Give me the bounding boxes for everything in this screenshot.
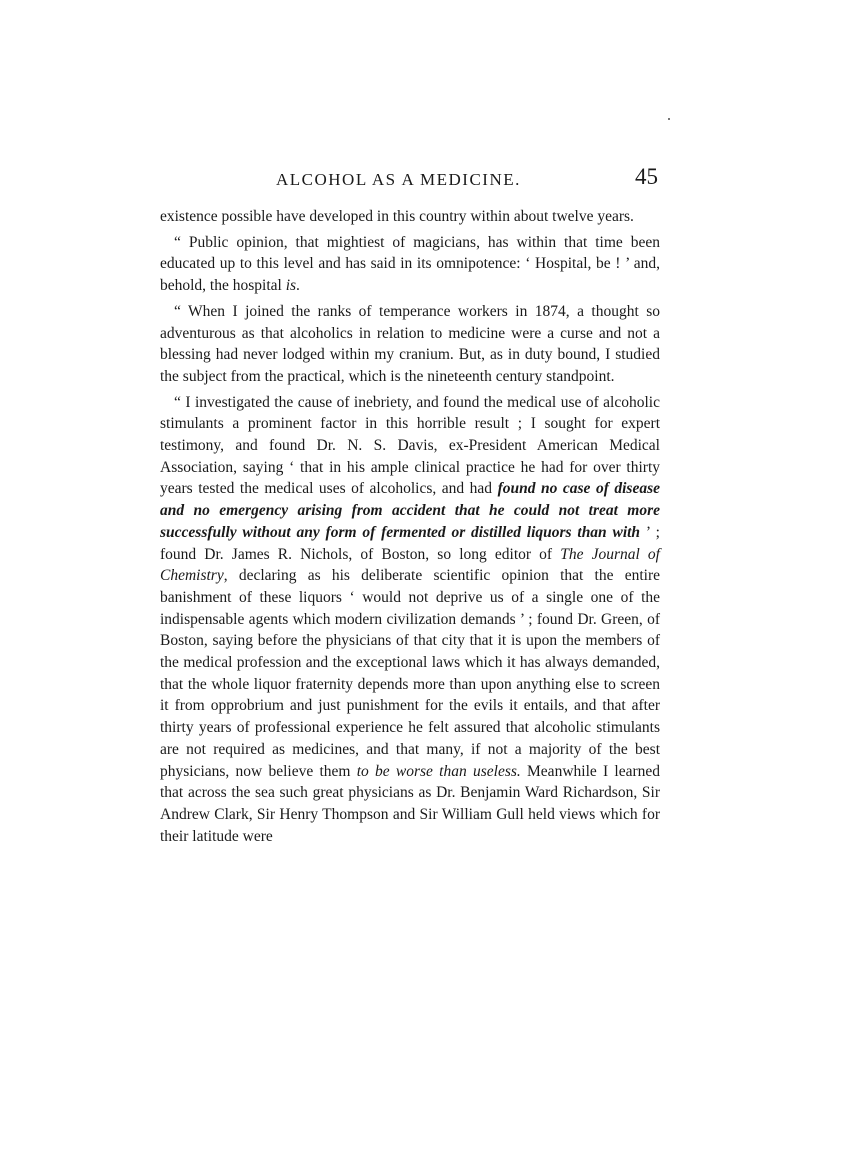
paragraph-3-text: “ When I joined the ranks of temperance workers in 1874, a thought so adventurous as that alcoholics in relation to medicine were a curse and not a blessing had never lodged within my cranium. But, as in duty bound, I studied the subject from the practical, which is the nineteenth century standpoint. bbox=[160, 302, 660, 385]
journal-title: The Journal of Chemistry bbox=[160, 545, 660, 585]
page-header bbox=[160, 164, 660, 194]
davis-quote-emphasis: found no case of disease and no emergency arising from accident that he could not treat more successfully without any form of fermented or distilled liquors than with bbox=[160, 480, 660, 541]
paragraph-4-text-3: , declaring as his deliberate scientific opinion that the entire banishment of these liquors ‘ would not deprive us of a single one of the indispensable agents which modern civilization demands ’ ; found Dr. Green, of Boston, saying before the physicians of that city that it is upon the members of the medical profession and the exceptional laws which it has always demanded, that the whole liquor fraternity depends more than upon anything else to screen it from opprobrium and just punishment for the evils it entails, and that after thirty years of professional experience he felt assured that alcoholic stimulants are not required as medicines, and that many, if not a majority of the best physicians, now believe them bbox=[160, 567, 660, 780]
paragraph-4-text: “ I investigated the cause of inebriety, and found the medical use of alcoholic stimulants a prominent factor in this horrible result ; I sought for expert testimony, and found Dr. N. S. Davis, ex-President American Medical Association, saying ‘ that in his ample clinical practice he had for over thirty years tested the medical uses of alcoholics, and had bbox=[160, 393, 660, 498]
paragraph-2-emphasis: is bbox=[285, 277, 297, 295]
paragraph-2-text: “ Public opinion, that mightiest of magicians, has within that time been educated up to this level and has said in its omnipotence: ‘ Hospital, be ! ’ and, behold, the hospital bbox=[160, 233, 660, 295]
paragraph-1 bbox=[160, 206, 660, 228]
paragraph-3 bbox=[160, 301, 660, 388]
worse-than-useless-emphasis: to be worse than useless. bbox=[356, 762, 521, 780]
paragraph-4 bbox=[160, 392, 660, 848]
paragraph-2 bbox=[160, 232, 660, 297]
paragraph-4-text-2: ’ ; found Dr. James R. Nichols, of Boston, so long editor of bbox=[160, 523, 660, 563]
paragraph-2-end: . bbox=[296, 277, 300, 295]
paragraph-1-text: existence possible have developed in this country within about twelve years. bbox=[160, 208, 634, 225]
scan-speck bbox=[668, 118, 670, 120]
paragraph-4-text-4: Meanwhile I learned that across the sea such great physicians as Dr. Benjamin Ward Richardson, Sir Andrew Clark, Sir Henry Thompson and Sir William Gull held views which for their latitude were bbox=[160, 762, 661, 845]
running-title: ALCOHOL AS A MEDICINE. bbox=[276, 170, 521, 189]
page-number: 45 bbox=[635, 164, 658, 189]
body-text bbox=[160, 206, 660, 851]
